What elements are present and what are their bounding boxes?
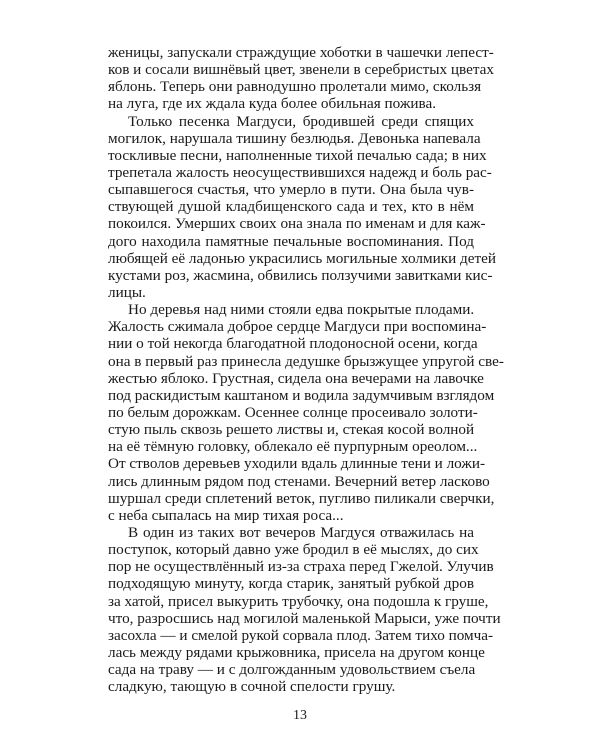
text-line: с неба сыпалась на мир тихая роса... [108,506,344,524]
text-line: шуршал среди сплетений веток, пугливо пиликали сверчки, [108,489,495,507]
text-line: что, разросшись над могилой маленькой Марыси, уже почти [108,609,501,627]
text-line: От стволов деревьев уходили вдаль длинные тени и ложи- [108,455,486,473]
text-line: на луга, где их ждала куда более обильная пожива. [108,95,436,113]
text-line: дого находила памятные печальные воспоминания. Под [108,232,474,250]
paragraph [108,112,497,302]
text-line: пор не осуществлённый из-за страха перед Гжелой. Улучив [108,558,494,576]
text-line: за хатой, присел выкурить трубочку, она подошла к груше, [108,592,489,610]
text-line: трепетала жалость неосуществившихся надежд и боль рас- [108,163,492,181]
text-line: стую пыль сквозь решето листвы и, стекая косой волной [108,421,475,439]
text-line: лицы. [108,283,146,301]
text-line: лась между рядами крыжовника, присела на другом конце [108,643,485,661]
text-line: под раскидистым каштаном и водила задумчивым взглядом [108,386,495,404]
text-line: лись длинным рядом под стенами. Вечерний ветер ласково [108,472,490,490]
text-line: любящей её ладонью украсились могильные холмики детей [108,249,497,267]
text-line: она в первый раз принесла дедушке брызжущее упругой све- [108,352,504,370]
text-line: ствующей душой кладбищенского сада и тех, кто в нём [108,198,474,216]
text-line: женицы, запускали страждущие хоботки в чашечки лепест- [108,44,494,61]
text-line: яблонь. Теперь они равнодушно пролетали мимо, скользя [108,78,482,96]
paragraph [108,301,504,524]
text-line: В один из таких вот вечеров Магдуся отважилась на [128,523,474,541]
text-line: сыпавшегося счастья, что умерло в пути. Она была чув- [108,181,474,199]
text-line: ков и сосали вишнёвый цвет, звенели в серебристых цветах [108,61,495,79]
paragraph [108,44,495,113]
text-line: кустами роз, жасмина, обвились ползучими завитками кис- [108,266,493,284]
text-line: могилок, нарушала тишину безлюдья. Девонька напевала [108,129,481,147]
text-line: Жалость сжимала доброе сердце Магдуси при воспомина- [108,318,487,336]
text-line: Только песенка Магдуси, бродившей среди спящих [128,112,474,130]
text-line: подходящую минуту, когда старик, занятый рубкой дров [108,575,474,593]
text-line: Но деревья над ними стояли едва покрытые плодами. [128,301,475,319]
page-body [108,44,504,696]
text-line: сладкую, тающую в сочной спелости грушу. [108,678,396,696]
text-line: нии о той некогда благодатной плодоносной осени, когда [108,335,478,353]
page-number: 13 [293,708,307,723]
text-line: тоскливые песни, наполненные тихой печалью сада; в них [108,146,487,164]
paragraph [108,523,501,696]
text-line: покоился. Умерших своих она знала по именам и для каж- [108,215,486,233]
text-line: сада на траву — и с долгожданным удовольствием съела [108,661,476,679]
text-line: поступок, который давно уже бродил в её мыслях, до сих [108,541,479,559]
text-line: на её тёмную головку, облекало её пурпурным ореолом... [108,438,478,456]
text-line: жестью яблоко. Грустная, сидела она вечерами на лавочке [108,369,484,387]
text-line: по белым дорожкам. Осеннее солнце просеивало золоти- [108,403,478,421]
text-line: засохла — и смелой рукой сорвала плод. Затем тихо помча- [108,626,494,644]
